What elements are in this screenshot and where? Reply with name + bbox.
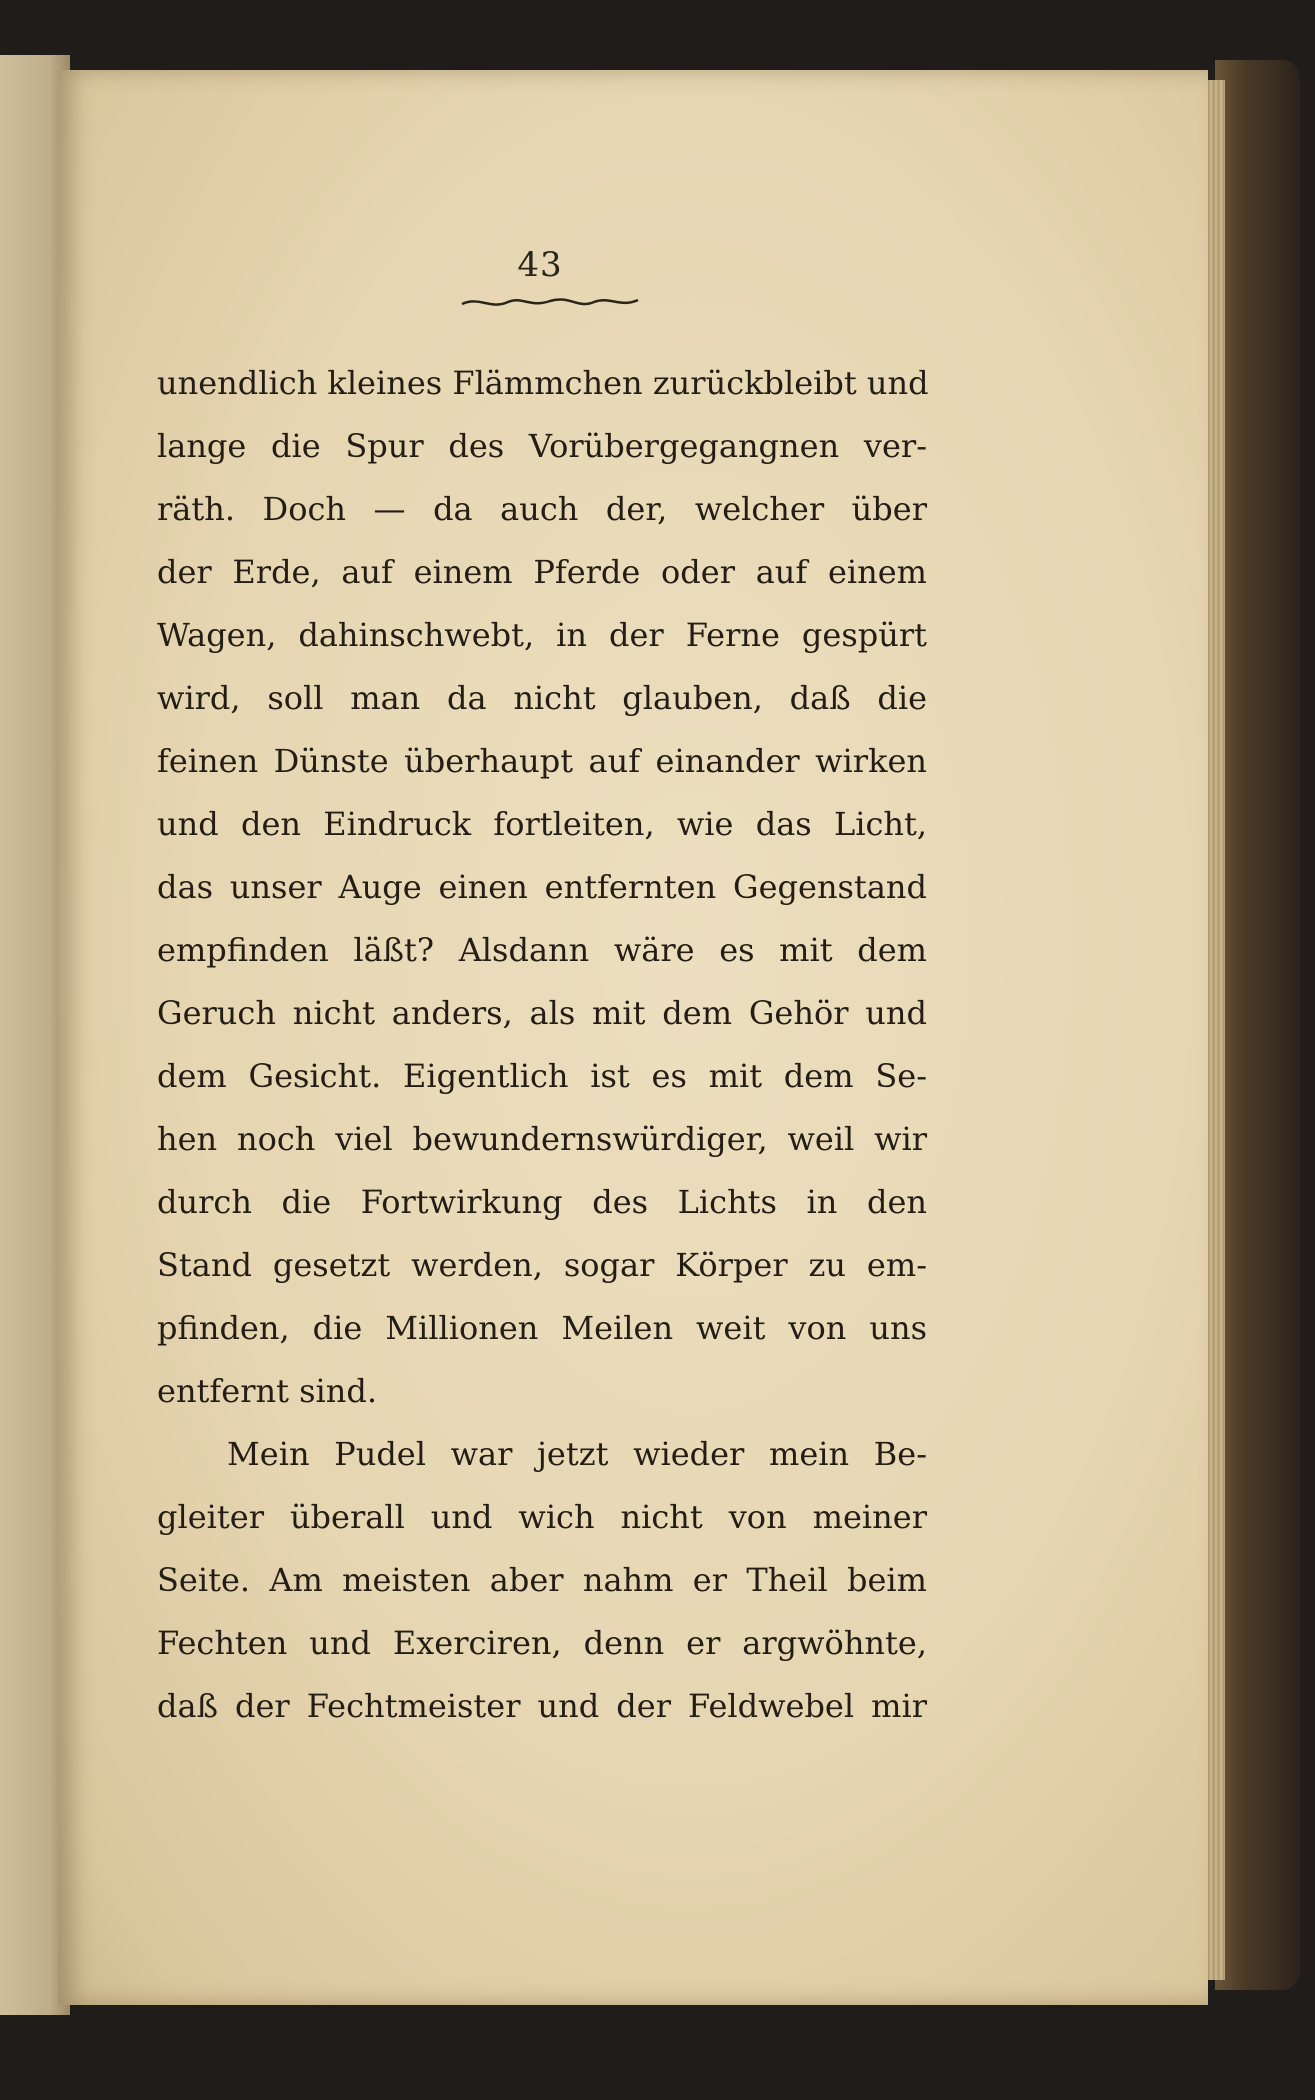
text-line: räth. Doch — da auch der, welcher über xyxy=(157,490,927,528)
text-line: pfinden, die Millionen Meilen weit von uns xyxy=(157,1309,927,1347)
text-line: entfernt sind. xyxy=(157,1372,378,1410)
text-line: empfinden läßt? Alsdann wäre es mit dem xyxy=(157,931,927,969)
text-line: und den Eindruck fortleiten, wie das Licht, xyxy=(157,805,927,843)
ornament-rule xyxy=(460,292,640,312)
text-line: das unser Auge einen entfernten Gegenstand xyxy=(157,868,927,906)
text-line: unendlich kleines Flämmchen zurückbleibt und xyxy=(157,364,929,402)
text-line: Geruch nicht anders, als mit dem Gehör und xyxy=(157,994,927,1032)
text-line: der Erde, auf einem Pferde oder auf einem xyxy=(157,553,927,591)
text-line: dem Gesicht. Eigentlich ist es mit dem Se- xyxy=(157,1057,927,1095)
text-line: daß der Fechtmeister und der Feldwebel mir xyxy=(157,1687,927,1725)
text-line: Stand gesetzt werden, sogar Körper zu em- xyxy=(157,1246,927,1284)
text-line: gleiter überall und wich nicht von meiner xyxy=(157,1498,927,1536)
text-line: wird, soll man da nicht glauben, daß die xyxy=(157,679,927,717)
text-line: lange die Spur des Vorübergegangnen ver- xyxy=(157,427,927,465)
body-text xyxy=(157,352,927,1738)
page-number: 43 xyxy=(517,245,563,285)
text-line: hen noch viel bewundernswürdiger, weil wir xyxy=(157,1120,927,1158)
text-line: Mein Pudel war jetzt wieder mein Be- xyxy=(227,1435,927,1473)
text-line: Wagen, dahinschwebt, in der Ferne gespürt xyxy=(157,616,927,654)
text-line: feinen Dünste überhaupt auf einander wirken xyxy=(157,742,927,780)
book-cover-edge xyxy=(1215,60,1300,1990)
text-line: Seite. Am meisten aber nahm er Theil beim xyxy=(157,1561,927,1599)
text-line: durch die Fortwirkung des Lichts in den xyxy=(157,1183,927,1221)
text-line: Fechten und Exerciren, denn er argwöhnte, xyxy=(157,1624,927,1662)
